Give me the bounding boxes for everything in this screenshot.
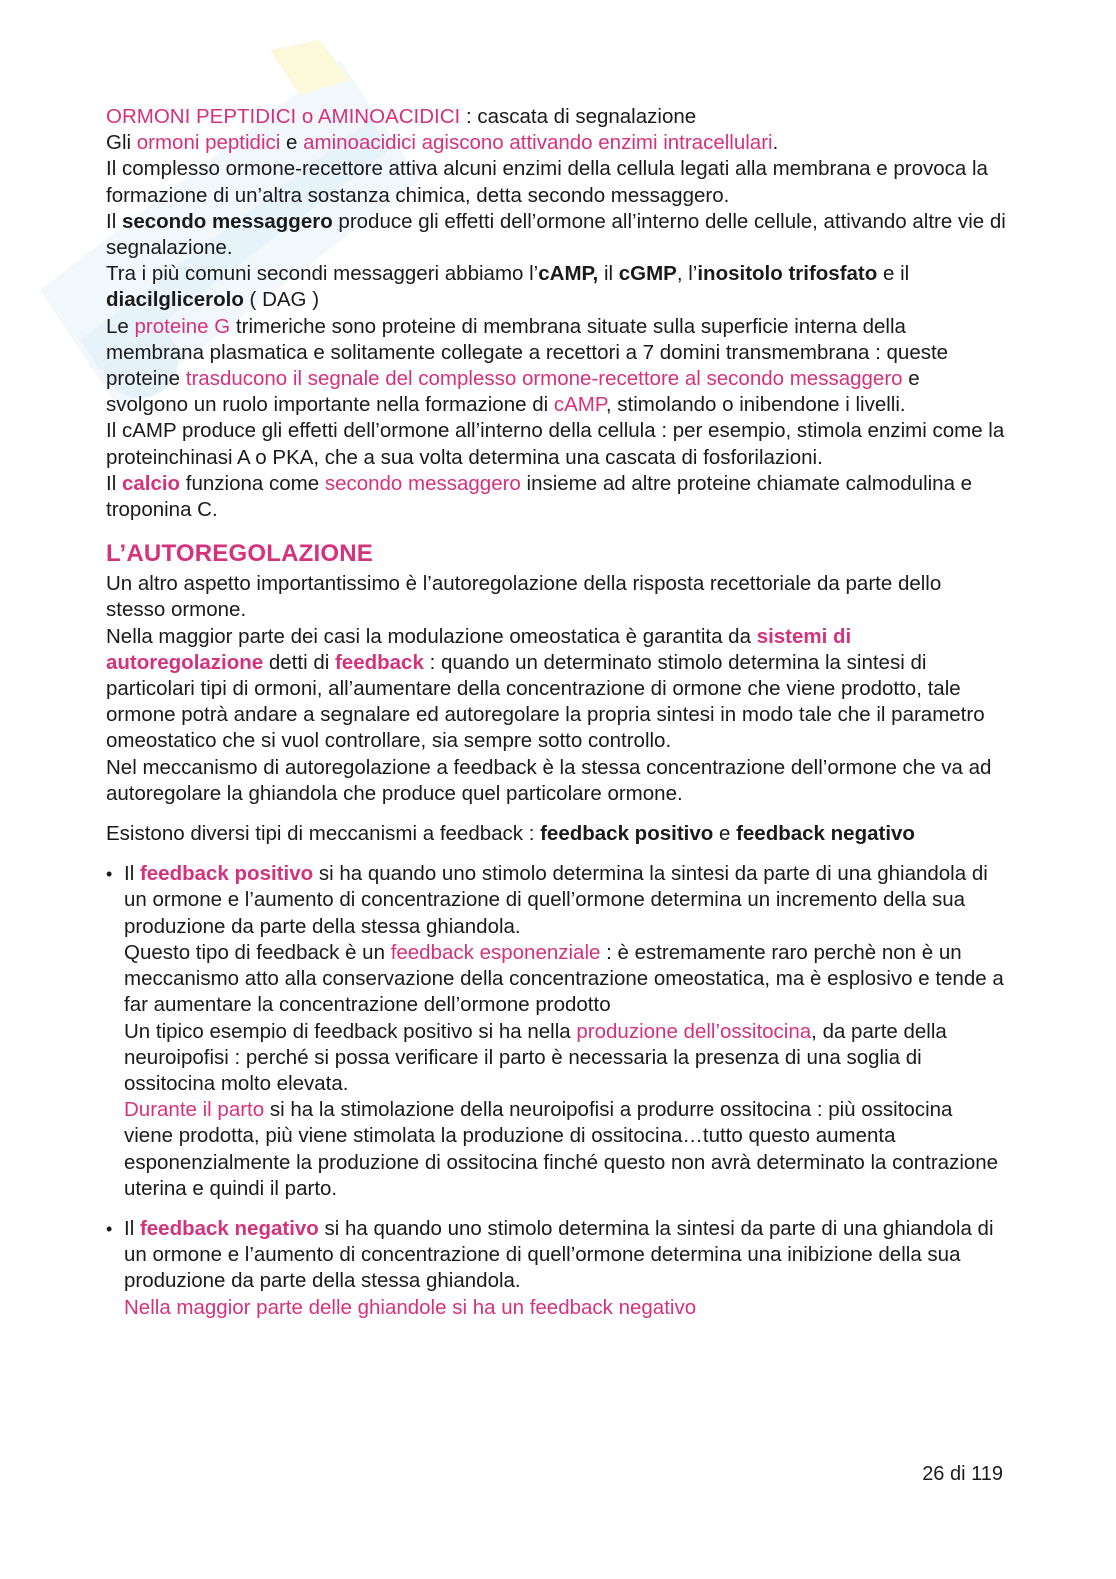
paragraph-feedback-systems: Nella maggior parte dei casi la modulazione omeostatica è garantita da sistemi di autoregolazione detti di feedback : quando un determinato stimolo determina la sintesi di particolari tipi di ormoni, all’aumentare della concentrazione di ormone che viene prodotto, tale ormone potrà andare a segnalare ed autoregolare la propria sintesi in modo tale che il parametro omeostatico che si vuol controllare, sia sempre sotto controllo. bbox=[106, 624, 985, 753]
page-number: 26 di 119 bbox=[922, 1463, 1003, 1485]
paragraph-calcium: Il calcio funziona come secondo messaggero insieme ad altre proteine chiamate calmodulina e troponina C. bbox=[106, 471, 973, 522]
paragraph-feedback-types: Esistono diversi tipi di meccanismi a feedback : feedback positivo e feedback negativo bbox=[106, 822, 915, 846]
paragraph-messengers-list: Tra i più comuni secondi messaggeri abbiamo l’cAMP, il cGMP, l’inositolo trifosfato e il diacilglicerolo ( DAG ) bbox=[106, 262, 910, 312]
paragraph-g-proteins: Le proteine G trimeriche sono proteine di membrana situate sulla superficie interna della membrana plasmatica e solitamente collegate a recettori a 7 domini transmembrana : queste proteine trasducono il segnale del complesso ormone-recettore al secondo messaggero e svolgono un ruolo importante nella formazione di cAMP, stimolando o inibendone i livelli. bbox=[106, 314, 949, 417]
paragraph-autoregulation-intro: Un altro aspetto importantissimo è l’autoregolazione della risposta recettoriale da parte dello stesso ormone. bbox=[106, 572, 942, 622]
paragraph-second-messenger: Il secondo messaggero produce gli effetti dell’ormone all’interno delle cellule, attivando altre vie di segnalazione. bbox=[106, 209, 1006, 260]
paragraph-feedback-mechanism: Nel meccanismo di autoregolazione a feedback è la stessa concentrazione dell’ormone che va ad autoregolare la ghiandola che produce quel particolare ormone. bbox=[106, 755, 992, 805]
bullet-icon: • bbox=[106, 1218, 113, 1239]
title-rest: : cascata di segnalazione bbox=[460, 105, 697, 128]
section-heading-autoregulation: L’AUTOREGOLAZIONE bbox=[106, 540, 373, 568]
list-item-positive-feedback: • Il feedback positivo si ha quando uno stimolo determina la sintesi da parte di una ghiandola di un ormone e l’aumento di concentrazione di quell’ormone determina un incremento della sua produzione da parte della stessa ghiandola. Questo tipo di feedback è un feedback esponenziale : è estremamente raro perchè non è un meccanismo atto alla conservazione della concentrazione omeostatica, ma è esplosivo e tende a far aumentare la concentrazione dell’ormone prodotto Un tipico esempio di feedback positivo si ha nella produzione dell’ossitocina, da parte della neuroipofisi : perché si possa verificare il parto è necessaria la presenza di una soglia di ossitocina molto elevata. Durante il parto si ha la stimolazione della neuroipofisi a produrre ossitocina : più ossitocina viene prodotta, più viene stimolata la produzione di ossitocina…tutto questo aumenta esponenzialmente la produzione di ossitocina finché questo non avrà determinato la contrazione uterina e quindi il parto. bbox=[106, 862, 1004, 1200]
list-item-negative-feedback: • Il feedback negativo si ha quando uno stimolo determina la sintesi da parte di una ghiandola di un ormone e l’aumento di concentrazione di quell’ormone determina una inibizione della sua produzione da parte della stessa ghiandola. Nella maggior parte delle ghiandole si ha un feedback negativo bbox=[106, 1216, 994, 1319]
paragraph-camp: Il cAMP produce gli effetti dell’ormone all’interno della cellula : per esempio, stimola enzimi come la proteinchinasi A o PKA, che a sua volta determina una cascata di fosforilazioni. bbox=[106, 419, 1005, 469]
document-body bbox=[106, 104, 1006, 1321]
section-title-peptidic bbox=[106, 104, 1006, 130]
paragraph-complex: Il complesso ormone-recettore attiva alcuni enzimi della cellula legati alla membrana e provoca la formazione di un’altra sostanza chimica, detta secondo messaggero. bbox=[106, 157, 988, 207]
paragraph-peptidic-enzymes: Gli ormoni peptidici e aminoacidici agiscono attivando enzimi intracellulari. bbox=[106, 131, 779, 155]
pink-title: ORMONI PEPTIDICI o AMINOACIDICI bbox=[106, 105, 461, 128]
bullet-icon: • bbox=[106, 864, 113, 885]
